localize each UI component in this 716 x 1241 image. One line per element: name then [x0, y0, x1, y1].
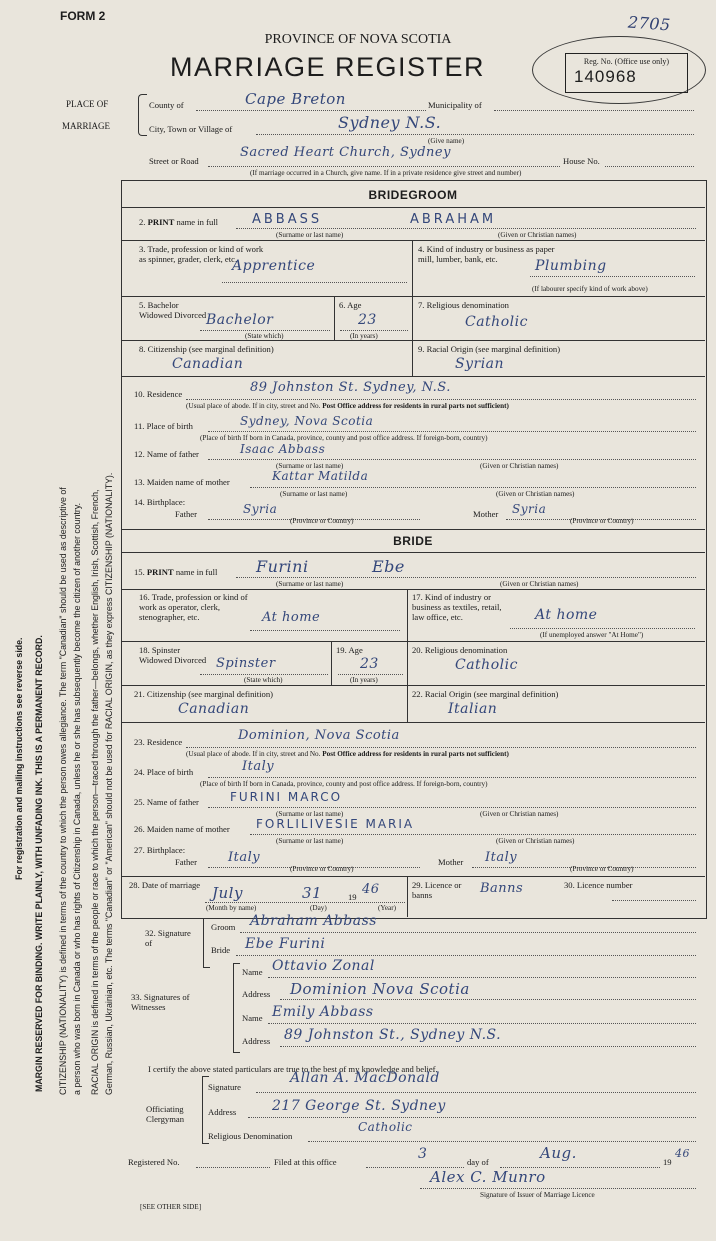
bride-mother-birthplace: Italy	[485, 850, 518, 865]
clergy-address-label: Address	[208, 1107, 237, 1117]
bride-industry: At home	[535, 607, 598, 623]
field-15-label: 15. PRINT name in full	[134, 567, 218, 577]
witness-2-address: 89 Johnston St., Sydney N.S.	[284, 1027, 502, 1043]
field-23-label: 23. Residence	[134, 737, 183, 747]
w2-name-label: Name	[242, 1013, 263, 1023]
bride-status: Spinster	[216, 656, 276, 671]
bride-religion: Catholic	[455, 657, 518, 673]
margin-line-5: RACIAL ORIGIN is defined in terms of the people or race to which the person—traced through the father—belongs, whether English, Irish, Scottish, French,	[90, 489, 100, 1095]
birthplace-note: (Place of birth If born in Canada, province, county and post office address. If foreign-born, country)	[200, 434, 488, 442]
groom-father: Isaac Abbass	[240, 442, 326, 456]
groom-trade: Apprentice	[232, 258, 316, 274]
marriage-year: 46	[362, 882, 380, 897]
given-note: (Given or Christian names)	[498, 231, 577, 239]
filed-year-prefix: 19	[663, 1157, 672, 1167]
bride-birthplace: Italy	[242, 759, 275, 774]
field-4-label: 4. Kind of industry or business as paper mill, lumber, bank, etc.	[418, 244, 555, 264]
age-note: (In years)	[350, 332, 378, 340]
groom-mother-birthplace: Syria	[512, 502, 547, 516]
month-note: (Month by name)	[206, 904, 257, 912]
bride-age: 23	[360, 656, 379, 672]
field-32-label: 32. Signature of	[145, 928, 191, 948]
w1-address-label: Address	[242, 989, 271, 999]
street-label: Street or Road	[149, 156, 199, 166]
margin-line-6: German, Russian, Ukrainian, etc. The terms "Canadian" or "American" should not be used for RACIAL ORIGIN, as they express CITIZENSHIP (NATIONALITY).	[104, 472, 114, 1095]
mother-surname-note: (Surname or last name)	[280, 490, 348, 498]
father-given-note: (Given or Christian names)	[480, 462, 559, 470]
witness-1-address: Dominion Nova Scotia	[290, 980, 470, 998]
bride-father-province-note: (Province or Country)	[290, 865, 354, 873]
bride-surname: Furini	[256, 557, 309, 576]
page-title: MARRIAGE REGISTER	[170, 52, 486, 82]
certify-statement: I certify the above stated particulars are true to the best of my knowledge and belief.	[148, 1064, 438, 1074]
groom-religion: Catholic	[465, 314, 528, 330]
field-18-label: 18. Spinster Widowed Divorced	[139, 645, 207, 665]
groom-mother: Kattar Matilda	[272, 469, 369, 483]
given-name-note: (Give name)	[428, 137, 465, 145]
father-province-note: (Province or Country)	[290, 517, 354, 525]
field-4-note: (If labourer specify kind of work above)	[532, 285, 648, 293]
margin-line-1: For registration and mailing instructions see reverse side.	[14, 637, 24, 880]
groom-sig-label: Groom	[211, 922, 236, 932]
day-of-label: day of	[467, 1157, 489, 1167]
bride-residence-note: (Usual place of abode. If in city, street and No. Post Office address for residents in rural parts not sufficient)	[186, 750, 509, 758]
groom-birthplace: Sydney, Nova Scotia	[240, 414, 374, 428]
bride-birthplace-note: (Place of birth If born in Canada, province, county and post office address. If foreign-born, country)	[200, 780, 488, 788]
clergy-religious: Catholic	[358, 1120, 413, 1134]
field-5-label: 5. Bachelor Widowed Divorced	[139, 300, 207, 320]
house-label: House No.	[563, 156, 600, 166]
bride-racial: Italian	[448, 701, 498, 717]
field-22-label: 22. Racial Origin (see marginal definition)	[412, 689, 559, 699]
field-29-label: 29. Licence or banns	[412, 880, 462, 900]
province-heading: PROVINCE OF NOVA SCOTIA	[264, 32, 452, 47]
mother-given-note: (Given or Christian names)	[496, 490, 575, 498]
city-value: Sydney N.S.	[338, 113, 442, 132]
issuer-label: Signature of Issuer of Marriage Licence	[480, 1191, 595, 1199]
field-19-label: 19. Age	[336, 645, 363, 655]
bridegroom-heading: BRIDEGROOM	[368, 188, 458, 202]
groom-racial: Syrian	[455, 356, 505, 372]
witness-bracket	[233, 963, 240, 1053]
groom-signature: Abraham Abbass	[250, 913, 377, 929]
municipality-label: Municipality of	[428, 100, 482, 110]
filed-year: 46	[675, 1147, 690, 1160]
field-27-father-label: Father	[175, 857, 197, 867]
form-label: FORM 2	[60, 9, 106, 23]
filed-label: Filed at this office	[274, 1157, 337, 1167]
field-13-label: 13. Maiden name of mother	[134, 477, 230, 487]
bride-father-given-note: (Given or Christian names)	[480, 810, 559, 818]
bride-age-note: (In years)	[350, 676, 378, 684]
bride-heading: BRIDE	[393, 534, 433, 548]
field-17-label: 17. Kind of industry or business as textiles, retail, law office, etc.	[412, 592, 502, 622]
clergy-address: 217 George St. Sydney	[272, 1098, 446, 1114]
marriage-month: July	[212, 884, 243, 902]
field-12-label: 12. Name of father	[134, 449, 199, 459]
county-value: Cape Breton	[245, 90, 346, 108]
street-note: (If marriage occurred in a Church, give name. If in a private residence give street and number)	[250, 169, 522, 177]
bride-father-birthplace: Italy	[228, 850, 261, 865]
w2-address-label: Address	[242, 1036, 271, 1046]
bride-status-note: (State which)	[244, 676, 283, 684]
groom-status: Bachelor	[206, 312, 274, 328]
groom-surname: ABBASS	[252, 212, 323, 227]
bride-sig-label: Bride	[211, 945, 231, 955]
marriage-year-prefix: 19	[348, 892, 357, 902]
field-21-label: 21. Citizenship (see marginal definition)	[134, 689, 273, 699]
place-bracket	[138, 94, 147, 136]
bride-signature: Ebe Furini	[245, 936, 326, 952]
bride-citizenship: Canadian	[178, 701, 250, 717]
field-16-label: 16. Trade, profession or kind of work as operator, clerk, stenographer, etc.	[139, 592, 248, 622]
field-26-label: 26. Maiden name of mother	[134, 824, 230, 834]
field-27-label: 27. Birthplace:	[134, 845, 186, 855]
reg-number: 140968	[574, 67, 637, 86]
field-30-label: 30. Licence number	[564, 880, 633, 890]
field-14-mother-label: Mother	[473, 509, 499, 519]
field-14-father-label: Father	[175, 509, 197, 519]
field-17-note: (If unemployed answer "At Home")	[540, 631, 644, 639]
bride-mother-surname-note: (Surname or last name)	[276, 837, 344, 845]
sig-bracket	[203, 918, 210, 968]
groom-residence: 89 Johnston St. Sydney, N.S.	[250, 380, 451, 395]
bride-surname-note: (Surname or last name)	[276, 580, 344, 588]
mother-province-note: (Province or Country)	[570, 517, 634, 525]
see-other-side: [SEE OTHER SIDE]	[140, 1203, 202, 1211]
filed-month: Aug.	[540, 1144, 577, 1162]
reg-box-label: Reg. No. (Office use only)	[583, 57, 670, 66]
father-surname-note: (Surname or last name)	[276, 462, 344, 470]
witness-2-name: Emily Abbass	[272, 1004, 374, 1020]
marriage-label: MARRIAGE	[62, 121, 111, 131]
field-33-label: 33. Signatures of Witnesses	[131, 992, 190, 1012]
groom-age: 23	[358, 312, 377, 328]
field-8-label: 8. Citizenship (see marginal definition)	[139, 344, 274, 354]
clergy-label: Officiating Clergyman	[146, 1104, 185, 1124]
field-20-label: 20. Religious denomination	[412, 645, 508, 655]
field-6-label: 6. Age	[339, 300, 362, 310]
field-14-label: 14. Birthplace:	[134, 497, 186, 507]
residence-note: (Usual place of abode. If in city, street and No. Post Office address for residents in rural parts not sufficient)	[186, 402, 509, 410]
field-2-label: 2. PRINT name in full	[139, 217, 219, 227]
licence-value: Banns	[480, 881, 524, 896]
surname-note: (Surname or last name)	[276, 231, 344, 239]
archive-number: 2705	[627, 12, 672, 35]
bride-trade: At home	[262, 610, 321, 625]
margin-line-3: CITIZENSHIP (NATIONALITY) is defined in terms of the country to which the person owes allegiance. The term "Canadian" should be used as descriptive of	[58, 487, 68, 1095]
field-28-label: 28. Date of marriage	[129, 880, 201, 890]
field-24-label: 24. Place of birth	[134, 767, 194, 777]
street-value: Sacred Heart Church, Sydney	[240, 145, 451, 160]
witness-1-name: Ottavio Zonal	[272, 958, 375, 974]
place-of-label: PLACE OF	[66, 99, 109, 109]
field-11-label: 11. Place of birth	[134, 421, 193, 431]
w1-name-label: Name	[242, 967, 263, 977]
registered-label: Registered No.	[128, 1157, 180, 1167]
clergy-signature: Allan A. MacDonald	[290, 1070, 440, 1086]
filed-day: 3	[418, 1146, 428, 1162]
bride-mother-given-note: (Given or Christian names)	[496, 837, 575, 845]
issuer-signature: Alex C. Munro	[430, 1168, 546, 1186]
groom-citizenship: Canadian	[172, 356, 244, 372]
county-label: County of	[149, 100, 184, 110]
bride-father: FURINI MARCO	[230, 790, 343, 804]
field-10-label: 10. Residence	[134, 389, 183, 399]
clergy-signature-label: Signature	[208, 1082, 241, 1092]
marriage-day: 31	[302, 884, 323, 902]
groom-given: ABRAHAM	[410, 212, 497, 227]
field-3-label: 3. Trade, profession or kind of work as spinner, grader, clerk, etc.	[139, 244, 264, 264]
groom-industry: Plumbing	[535, 258, 607, 274]
clergy-religious-label: Religious Denomination	[208, 1131, 293, 1141]
year-note: (Year)	[378, 904, 397, 912]
bride-mother-province-note: (Province or Country)	[570, 865, 634, 873]
bride-mother: FORLILIVESIE MARIA	[256, 817, 415, 831]
field-27-mother-label: Mother	[438, 857, 464, 867]
field-7-label: 7. Religious denomination	[418, 300, 509, 310]
status-note: (State which)	[245, 332, 284, 340]
bride-residence: Dominion, Nova Scotia	[238, 728, 400, 743]
day-note: (Day)	[310, 904, 327, 912]
bride-given-note: (Given or Christian names)	[500, 580, 579, 588]
margin-line-2: MARGIN RESERVED FOR BINDING. WRITE PLAINLY, WITH UNFADING INK. THIS IS A PERMANENT RECORD.	[34, 635, 44, 1092]
reg-box	[565, 53, 688, 93]
margin-line-4: a person who was born in Canada or who has rights of Citizenship in Canada, unless he or she has subsequently become the citizen of another country.	[72, 502, 82, 1095]
bride-father-surname-note: (Surname or last name)	[276, 810, 344, 818]
city-label: City, Town or Village of	[149, 124, 233, 134]
bride-given: Ebe	[372, 557, 405, 576]
field-25-label: 25. Name of father	[134, 797, 199, 807]
field-9-label: 9. Racial Origin (see marginal definition)	[418, 344, 561, 354]
groom-father-birthplace: Syria	[243, 502, 278, 516]
